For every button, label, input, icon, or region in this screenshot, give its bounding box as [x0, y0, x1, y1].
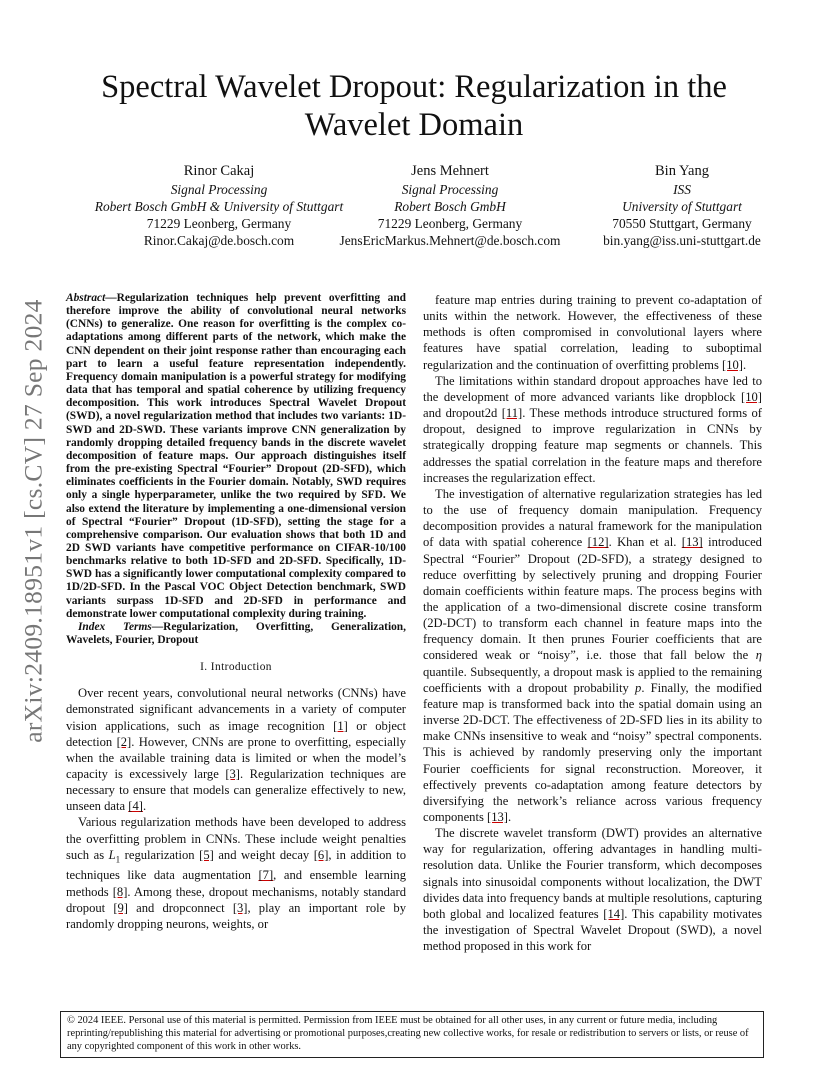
arxiv-id: arXiv:2409.18951v1 [cs.CV] 27 Sep 2024	[19, 299, 49, 743]
citation-link[interactable]: [13]	[681, 535, 703, 550]
author-org: University of Stuttgart	[622, 199, 742, 214]
author-address: 71229 Leonberg, Germany	[377, 216, 523, 231]
citation-link[interactable]: [7]	[258, 868, 274, 883]
math-symbol: p	[635, 680, 642, 695]
copyright-notice: © 2024 IEEE. Personal use of this material is permitted. Permission from IEEE must be obtained for all other uses, in any current or future media, including reprinting/republishing this material for advertising or promotional purposes,creating new collective works, for resale or redistribution to servers or lists, or reuse of any copyrighted component of this work in other works.	[60, 1011, 764, 1058]
citation-link[interactable]: [12]	[587, 535, 609, 550]
math-symbol: L	[108, 847, 116, 862]
author-email: JensEricMarkus.Mehnert@de.bosch.com	[339, 233, 561, 248]
author-name: Jens Mehnert	[411, 163, 489, 179]
citation-link[interactable]: [6]	[313, 847, 329, 862]
author-email: Rinor.Cakaj@de.bosch.com	[143, 233, 295, 248]
citation-link[interactable]: [3]	[232, 900, 248, 915]
citation-link[interactable]: [9]	[113, 900, 128, 915]
citation-link[interactable]: [1]	[333, 718, 348, 733]
author-email: bin.yang@iss.uni-stuttgart.de	[603, 233, 761, 248]
citation-link[interactable]: [11]	[501, 406, 523, 421]
arxiv-watermark	[18, 286, 50, 756]
body-paragraph: The discrete wavelet transform (DWT) provides an alternative way for regularization, offering advantages in handling multi-resolution data. Unlike the Fourier transform, which decomposes signals into sinusoidal components without localization, the DWT divides data into frequency bands at multiple resolutions, capturing both global and localized features [14]. This capability motivates the investigation of Spectral Wavelet Dropout (SWD), a novel method proposed in this work for	[423, 826, 762, 954]
citation-link[interactable]: [10]	[722, 357, 743, 372]
author-org: Robert Bosch GmbH & University of Stuttgart	[94, 199, 344, 214]
left-column	[66, 292, 406, 932]
author-org: Robert Bosch GmbH	[394, 199, 506, 214]
citation-link[interactable]: [2]	[116, 734, 132, 749]
right-column	[423, 292, 762, 954]
author-block	[60, 163, 768, 253]
author-address: 70550 Stuttgart, Germany	[612, 216, 752, 231]
author-address: 71229 Leonberg, Germany	[146, 216, 292, 231]
right-body	[423, 292, 762, 954]
citation-link[interactable]: [14]	[603, 906, 625, 921]
author-dept: Signal Processing	[170, 182, 268, 197]
left-body	[66, 685, 406, 932]
title-line-2: Wavelet Domain	[304, 107, 524, 143]
math-subscript: 1	[115, 854, 121, 865]
citation-link[interactable]: [5]	[199, 847, 214, 862]
abstract-label: Abstract	[66, 292, 106, 304]
index-terms-text: —Regularization, Overfitting, Generalization, Wavelets, Fourier, Dropout	[66, 620, 406, 647]
citation-link[interactable]: [13]	[487, 810, 508, 824]
body-paragraph: Various regularization methods have been developed to address the overfitting problem in CNNs. These include weight penalties such as $L_1$ regularization [5] and weight decay [6], in addition to techniques like data augmentation [7], and ensemble learning methods [8]. Among these, dropout mechanisms, notably standard dropout [9] and dropconnect [3], play an important role by randomly dropping neurons, weights, or	[66, 815, 407, 931]
citation-link[interactable]: [8]	[112, 884, 128, 899]
paper-title	[60, 68, 768, 144]
author-2	[322, 163, 578, 249]
abstract	[66, 292, 406, 621]
author-name: Bin Yang	[655, 163, 709, 179]
title-line-1: Spectral Wavelet Dropout: Regularization in the	[101, 69, 727, 105]
section-heading: I. Introduction	[200, 661, 272, 674]
citation-link[interactable]: [10]	[741, 389, 762, 404]
body-paragraph: feature map entries during training to prevent co-adaptation of units within the network. However, the effectiveness of these methods is often compromised in convolutional layers where features have spatial correlation, leading to suboptimal regularization and the continuation of overfitting problems [10].	[423, 293, 762, 372]
body-paragraph: The investigation of alternative regularization strategies has led to the use of frequency domain manipulation. Frequency decomposition provides a natural framework for the manipulation of data with spatial coherence [12]. Khan et al. [13] introduced Spectral “Fourier” Dropout (2D-SFD), a strategy designed to reduce overfitting by selectively pruning and dropping Fourier domain coefficients within feature maps. The process begins with the application of a two-dimensional discrete cosine transform (2D-DCT) to transform each channel in feature maps into the frequency domain. It then prunes Fourier coefficients that are considered weak or “noisy”, i.e. those that fall below the η quantile. Subsequently, a dropout mask is applied to the remaining coefficients with a dropout probability p. Finally, the modified feature map is transformed back into the spatial domain using an inverse 2D-DCT. The effectiveness of 2D-SFD lies in its ability to make CNNs insensitive to weak and “noisy” spectral components. This is achieved by randomly preserving only the important Fourier coefficients for signal reconstruction. Moreover, it effectively prevents co-adaptation among feature detectors by diversifying the network’s reliance across various frequency components [13].	[423, 486, 762, 824]
index-terms-label: Index Terms	[78, 620, 152, 633]
citation-link[interactable]: [3]	[225, 767, 240, 781]
index-terms	[66, 621, 406, 647]
author-3	[568, 163, 796, 249]
math-symbol: η	[755, 648, 762, 663]
body-paragraph: The limitations within standard dropout approaches have led to the development of more advanced variants like dropblock [10] and dropout2d [11]. These methods introduce structured forms of dropout, designed to improve regularization in CNNs by strategically dropping feature map segments or channels. This addresses the spatial correlation in the feature maps and therefore increases the regularization effect.	[423, 373, 762, 485]
abstract-text: —Regularization techniques help prevent overfitting and therefore improve the ability of convolutional neural networks (CNNs) to generalize. One reason for overfitting is the complex co-adaptations among different parts of the network, which make the CNN dependent on their joint response rather than encouraging each part to learn a useful feature representation independently. Frequency domain manipulation is a powerful strategy for modifying data that has temporal and spatial coherence by utilizing frequency decomposition. This work introduces Spectral Wavelet Dropout (SWD), a novel regularization method that includes two variants: 1D-SWD and 2D-SWD. These variants improve CNN generalization by randomly dropping detailed frequency bands in the discrete wavelet decomposition of feature maps. Our approach distinguishes itself from the pre-existing Spectral “Fourier” Dropout (2D-SFD), which eliminates coefficients in the Fourier domain. Notably, SWD requires only a single hyperparameter, unlike the two required by SFD. We also extend the literature by implementing a one-dimensional version of Spectral “Fourier” Dropout (1D-SFD), setting the stage for a comprehensive comparison. Our evaluation shows that both 1D and 2D SWD variants have competitive performance on CIFAR-10/100 benchmarks relative to both 1D-SFD and 2D-SFD. Specifically, 1D-SWD has a significantly lower computational complexity compared to 1D/2D-SFD. In the Pascal VOC Object Detection benchmark, SWD variants surpass 1D-SFD and 2D-SFD in performance and demonstrate lower computational complexity during training.	[66, 292, 406, 620]
author-name: Rinor Cakaj	[183, 163, 255, 179]
author-dept: ISS	[673, 182, 691, 197]
citation-link[interactable]: [4]	[128, 799, 143, 814]
author-dept: Signal Processing	[401, 182, 499, 197]
body-paragraph: Over recent years, convolutional neural networks (CNNs) have demonstrated significant advancements in a variety of computer vision applications, such as image recognition [1] or object detection [2]. However, CNNs are prone to overfitting, especially when the available training data is limited or when the model’s capacity is excessively large [3]. Regularization techniques are necessary to ensure that models can generalize effectively to new, unseen data [4].	[66, 686, 406, 814]
